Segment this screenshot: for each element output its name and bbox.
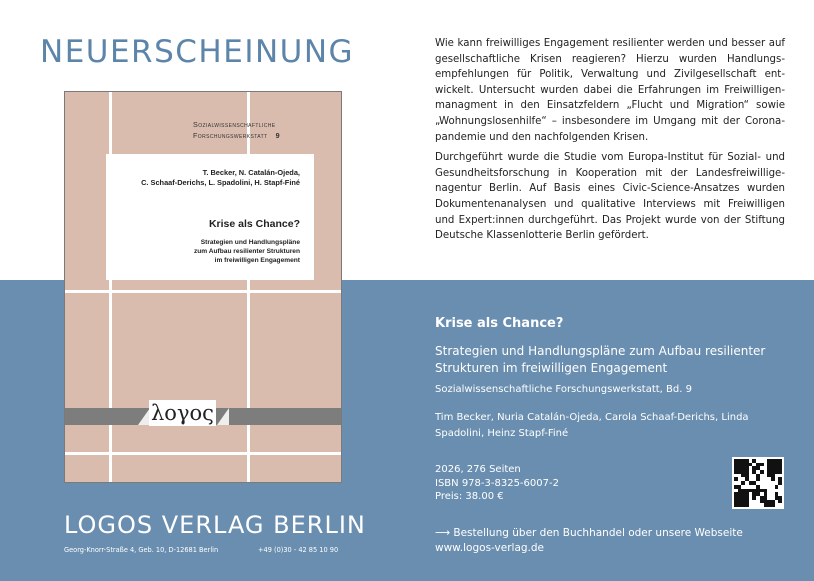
- intro-paragraph-1: Wie kann freiwilliges Engagement resilienter werden und besser auf gesellschaftliche Krisen reagieren? Hierzu wurden Handlungsempfehlungen für Politik, Verwaltung und Zivilgesellschaft entwickelt. Untersucht wurden dabei die Erfahrungen im Freiwilligenmanagment in den Einsatzfeldern „Flucht und Migration“ sowie „Wohnungslosenhilfe“ – insbesondere im Umgang mit der Coronapandemie und den nachfolgenden Krisen.: [435, 38, 785, 143]
- book-isbn: ISBN 978-3-8325-6007-2: [435, 477, 559, 489]
- publisher-name: LOGOS VERLAG BERLIN: [64, 511, 366, 539]
- publisher-address: Georg-Knorr-Straße 4, Geb. 10, D-12681 Berlin: [64, 546, 219, 554]
- book-title: Krise als Chance?: [435, 316, 564, 331]
- logos-logo: λογος: [151, 401, 214, 425]
- cover-series: [193, 119, 280, 141]
- cover-subtitle-line-2: zum Aufbau resilienter Strukturen: [193, 248, 300, 255]
- cover-authors: [141, 168, 300, 188]
- order-url-link[interactable]: www.logos-verlag.de: [435, 542, 545, 554]
- book-year-pages: 2026, 276 Seiten: [435, 464, 521, 475]
- qr-module: [778, 503, 782, 507]
- intro-text: [435, 36, 785, 249]
- book-subtitle: Strategien und Handlungspläne zum Aufbau resilienter Strukturen im freiwilligen Engagement: [435, 344, 766, 375]
- cover-subtitle: [194, 238, 300, 265]
- intro-paragraph-2: Durchgeführt wurde die Studie vom Europa-Institut für Sozial- und Gesundheitsforschung in Kooperation mit der Landesfreiwilligenagentur Berlin. Auf Basis eines Civic-Science-Ansatzes wurden Dokumentenanalysen und qualitative Interviews mit Freiwilligen und Expert:innen durchgeführt. Das Projekt wurde von der Stiftung Deutsche Klassenlotterie Berlin gefördert.: [435, 152, 785, 242]
- cover-line: [65, 290, 342, 293]
- cover-subtitle-line-3: im freiwilligen Engagement: [214, 257, 300, 264]
- publisher-phone: +49 (0)30 - 42 85 10 90: [258, 546, 339, 554]
- cover-title: Krise als Chance?: [208, 218, 300, 230]
- book-cover: [64, 91, 342, 483]
- cover-logo-bar: [65, 401, 342, 425]
- book-details: [435, 463, 559, 504]
- cover-series-line-1: Sozialwissenschaftliche: [193, 120, 276, 129]
- book-series: Sozialwissenschaftliche Forschungswerkstatt, Bd. 9: [435, 384, 692, 395]
- book-authors: Tim Becker, Nuria Catalán-Ojeda, Carola Schaaf-Derichs, Linda Spadolini, Heinz Stapf-Finé: [435, 412, 749, 439]
- headline: NEUERSCHEINUNG: [40, 34, 355, 70]
- cover-series-number: 9: [275, 131, 280, 140]
- cover-authors-line-2: C. Schaaf-Derichs, L. Spadolini, H. Stapf-Finé: [141, 178, 300, 187]
- qr-code[interactable]: [732, 457, 784, 509]
- cover-line: [65, 452, 342, 455]
- logo-triangle-icon: [217, 408, 229, 425]
- book-price: Preis: 38.00 €: [435, 491, 504, 502]
- cover-series-line-2: Forschungswerkstatt: [193, 131, 268, 140]
- cover-title-card: [106, 154, 314, 280]
- order-info: [435, 526, 743, 556]
- order-text: ⟶ Bestellung über den Buchhandel oder unsere Webseite: [435, 527, 743, 539]
- cover-subtitle-line-1: Strategien und Handlungspläne: [200, 239, 300, 246]
- cover-authors-line-1: T. Becker, N. Catalán-Ojeda,: [202, 168, 300, 177]
